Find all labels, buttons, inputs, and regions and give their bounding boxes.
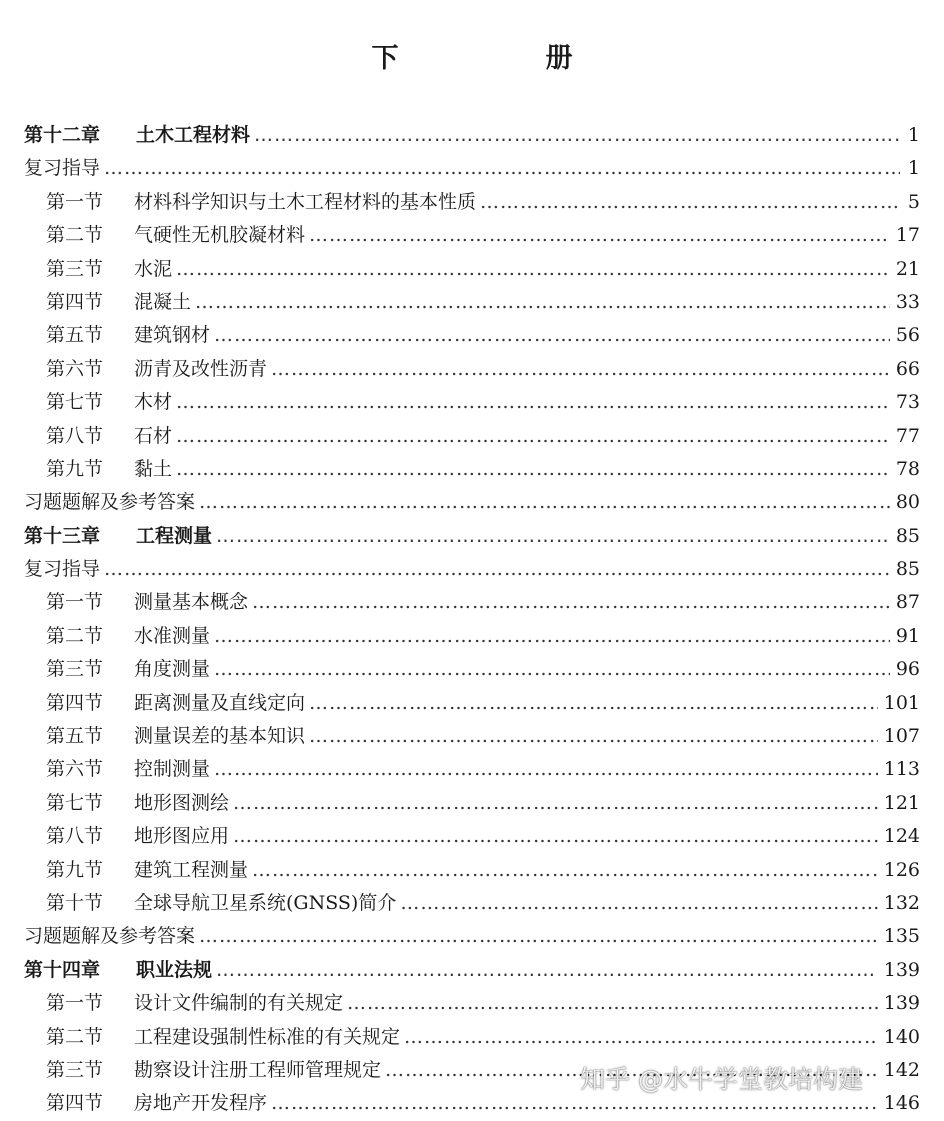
- toc-page-number: 77: [895, 424, 920, 447]
- toc-section-row[interactable]: [24, 987, 920, 1020]
- toc-section-row[interactable]: [24, 1021, 920, 1054]
- toc-page-number: 21: [895, 257, 920, 280]
- toc-entry-title: 材料科学知识与土木工程材料的基本性质: [134, 190, 477, 213]
- dot-leader: [214, 620, 890, 653]
- toc-chapter-row[interactable]: [24, 119, 920, 152]
- toc-entry-title: 角度测量: [134, 658, 211, 681]
- dot-leader: [176, 253, 890, 286]
- toc-section-row[interactable]: [24, 353, 920, 386]
- toc-section-row[interactable]: [24, 720, 920, 753]
- toc-entry-number: 第二节: [46, 1025, 104, 1048]
- toc-entry-number: 第三节: [46, 1058, 104, 1081]
- toc-entry-title: 习题题解及参考答案: [24, 925, 196, 948]
- toc-entry-number: 第五节: [46, 324, 104, 347]
- toc-section-row[interactable]: [24, 586, 920, 619]
- toc-page-number: 87: [895, 591, 920, 614]
- toc-page-number: 85: [895, 524, 920, 547]
- dot-leader: [195, 286, 890, 319]
- toc-chapter-row[interactable]: [24, 520, 920, 553]
- toc-page-number: 73: [895, 391, 920, 414]
- toc-section-row[interactable]: [24, 219, 920, 252]
- dot-leader: [214, 319, 890, 352]
- toc-page-number: 101: [883, 691, 920, 714]
- toc-page-number: 124: [883, 825, 920, 848]
- toc-entry-title: 黏土: [134, 457, 173, 480]
- toc-entry-number: 第十节: [46, 891, 104, 914]
- watermark: 知乎 @水牛学堂教培构建: [580, 1065, 863, 1094]
- toc-section-row[interactable]: [24, 653, 920, 686]
- toc-section-row[interactable]: [24, 887, 920, 920]
- toc-page-number: 139: [883, 992, 920, 1015]
- toc-section-row[interactable]: [24, 753, 920, 786]
- toc-section-row[interactable]: [24, 286, 920, 319]
- toc-page-number: 1: [907, 157, 920, 180]
- toc-entry-number: 第九节: [46, 858, 104, 881]
- toc-entry-title: 复习指导: [24, 157, 101, 180]
- toc-section-row[interactable]: [24, 386, 920, 419]
- toc-entry-title: 气硬性无机胶凝材料: [134, 224, 306, 247]
- toc-entry-title: 地形图应用: [134, 825, 230, 848]
- toc-entry-title: 控制测量: [134, 758, 211, 781]
- toc-plain-row[interactable]: [24, 553, 920, 586]
- dot-leader: [271, 353, 890, 386]
- dot-leader: [216, 954, 878, 987]
- toc-entry-title: 地形图测绘: [134, 791, 230, 814]
- toc-entry-number: 第四节: [46, 1092, 104, 1115]
- toc-entry-number: 第八节: [46, 424, 104, 447]
- toc-page-number: 78: [895, 457, 920, 480]
- toc-page-number: 96: [895, 658, 920, 681]
- toc-entry-title: 工程测量: [136, 524, 213, 547]
- dot-leader: [104, 152, 900, 185]
- toc-page-number: 5: [907, 190, 920, 213]
- toc-entry-title: 距离测量及直线定向: [134, 691, 306, 714]
- toc-entry-number: 第十四章: [24, 958, 101, 981]
- toc-entry-number: 第五节: [46, 725, 104, 748]
- toc-entry-title: 工程建设强制性标准的有关规定: [134, 1025, 401, 1048]
- toc-entry-number: 第一节: [46, 992, 104, 1015]
- toc-page-number: 121: [883, 791, 920, 814]
- toc-entry-title: 勘察设计注册工程师管理规定: [134, 1058, 382, 1081]
- toc-page-number: 66: [895, 357, 920, 380]
- toc-page-number: 139: [883, 958, 920, 981]
- toc-section-row[interactable]: [24, 854, 920, 887]
- toc-entry-title: 建筑工程测量: [134, 858, 249, 881]
- toc-entry-number: 第二节: [46, 624, 104, 647]
- toc-page-number: 135: [883, 925, 920, 948]
- toc-entry-title: 测量误差的基本知识: [134, 725, 306, 748]
- toc-entry-title: 建筑钢材: [134, 324, 211, 347]
- toc-entry-number: 第六节: [46, 758, 104, 781]
- dot-leader: [199, 486, 890, 519]
- toc-page-number: 1: [907, 124, 920, 146]
- toc-entry-number: 第八节: [46, 825, 104, 848]
- dot-leader: [104, 553, 890, 586]
- toc-chapter-row[interactable]: [24, 954, 920, 987]
- toc-entry-number: 第十三章: [24, 524, 101, 547]
- toc-page-number: 17: [895, 224, 920, 247]
- dot-leader: [252, 854, 878, 887]
- toc-entry-title: 设计文件编制的有关规定: [134, 992, 344, 1015]
- toc-entry-title: 土木工程材料: [136, 124, 251, 146]
- toc-page-number: 85: [895, 558, 920, 581]
- toc-page-number: 80: [895, 491, 920, 514]
- toc-entry-title: 全球导航卫星系统(GNSS)简介: [134, 891, 397, 914]
- table-of-contents: [24, 119, 920, 1121]
- toc-page-number: 107: [883, 725, 920, 748]
- dot-leader: [199, 920, 878, 953]
- dot-leader: [176, 453, 890, 486]
- toc-entry-title: 石材: [134, 424, 173, 447]
- dot-leader: [214, 653, 890, 686]
- dot-leader: [309, 219, 890, 252]
- dot-leader: [400, 887, 877, 920]
- toc-entry-title: 职业法规: [136, 958, 213, 981]
- toc-section-row[interactable]: [24, 420, 920, 453]
- toc-section-row[interactable]: [24, 820, 920, 853]
- dot-leader: [216, 520, 890, 553]
- toc-entry-number: 第六节: [46, 357, 104, 380]
- toc-page-number: 146: [883, 1092, 920, 1115]
- toc-entry-title: 沥青及改性沥青: [134, 357, 268, 380]
- toc-entry-title: 房地产开发程序: [134, 1092, 268, 1115]
- dot-leader: [233, 787, 878, 820]
- toc-section-row[interactable]: [24, 787, 920, 820]
- toc-page-number: 91: [895, 624, 920, 647]
- dot-leader: [233, 820, 878, 853]
- toc-entry-number: 第七节: [46, 791, 104, 814]
- toc-page-number: 56: [895, 324, 920, 347]
- toc-entry-title: 混凝土: [134, 290, 192, 313]
- toc-entry-number: 第九节: [46, 457, 104, 480]
- toc-entry-number: 第四节: [46, 290, 104, 313]
- toc-section-row[interactable]: [24, 620, 920, 653]
- toc-plain-row[interactable]: [24, 920, 920, 953]
- toc-page-number: 126: [883, 858, 920, 881]
- toc-entry-number: 第一节: [46, 591, 104, 614]
- dot-leader: [404, 1021, 878, 1054]
- toc-page-number: 33: [895, 290, 920, 313]
- toc-entry-number: 第十二章: [24, 124, 101, 146]
- toc-page-number: 140: [883, 1025, 920, 1048]
- toc-page-number: 113: [883, 758, 920, 781]
- toc-entry-title: 木材: [134, 391, 173, 414]
- toc-section-row[interactable]: [24, 453, 920, 486]
- toc-entry-title: 水泥: [134, 257, 173, 280]
- toc-entry-number: 第四节: [46, 691, 104, 714]
- dot-leader: [254, 119, 900, 152]
- dot-leader: [309, 687, 878, 720]
- toc-entry-title: 测量基本概念: [134, 591, 249, 614]
- dot-leader: [252, 586, 890, 619]
- dot-leader: [309, 720, 878, 753]
- toc-entry-number: 第三节: [46, 257, 104, 280]
- toc-plain-row[interactable]: [24, 486, 920, 519]
- toc-entry-title: 复习指导: [24, 558, 101, 581]
- dot-leader: [347, 987, 878, 1020]
- toc-plain-row[interactable]: [24, 152, 920, 185]
- dot-leader: [176, 386, 890, 419]
- toc-entry-number: 第二节: [46, 224, 104, 247]
- dot-leader: [214, 753, 878, 786]
- toc-entry-number: 第七节: [46, 391, 104, 414]
- dot-leader: [176, 420, 890, 453]
- toc-page-number: 142: [883, 1058, 920, 1081]
- toc-section-row[interactable]: [24, 253, 920, 286]
- toc-section-row[interactable]: [24, 186, 920, 219]
- page-title: 下 册: [371, 43, 633, 74]
- toc-entry-title: 习题题解及参考答案: [24, 491, 196, 514]
- toc-section-row[interactable]: [24, 319, 920, 352]
- toc-entry-number: 第一节: [46, 190, 104, 213]
- toc-entry-number: 第三节: [46, 658, 104, 681]
- toc-entry-title: 水准测量: [134, 624, 211, 647]
- dot-leader: [480, 186, 900, 219]
- toc-page-number: 132: [883, 891, 920, 914]
- toc-section-row[interactable]: [24, 687, 920, 720]
